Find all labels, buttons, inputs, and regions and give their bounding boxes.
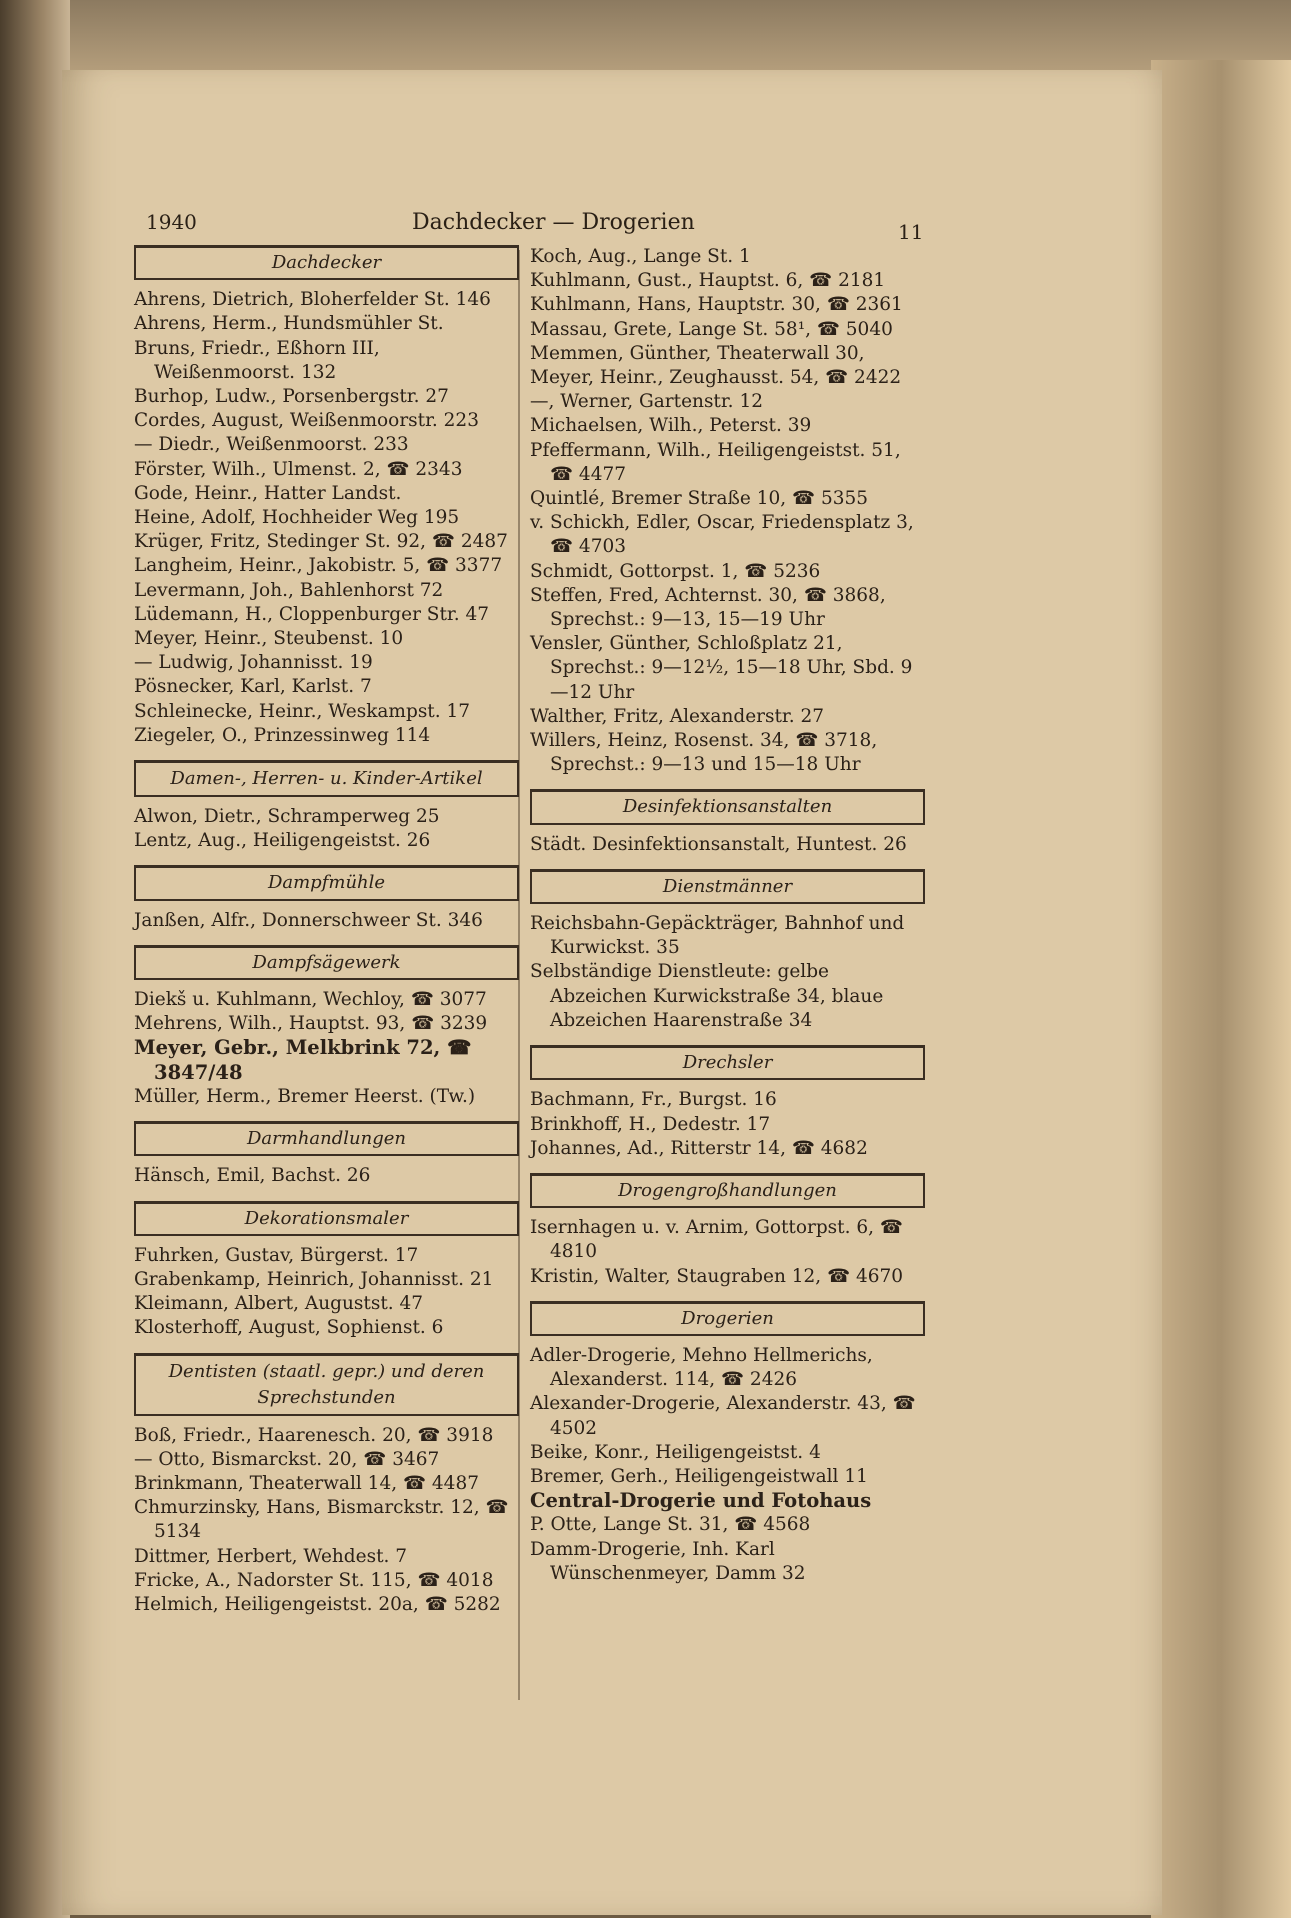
directory-entry: Pösnecker, Karl, Karlst. 7 (134, 676, 372, 698)
directory-entry: Lüdemann, H., Cloppenburger Str. 47 (134, 603, 490, 625)
directory-entry: Quintlé, Bremer Straße 10, ☎ 5355 (530, 488, 869, 510)
directory-entry: Bruns, Friedr., Eßhorn III, Weißenmoorst. 132 (134, 337, 380, 383)
directory-entry: Boß, Friedr., Haarenesch. 20, ☎ 3918 (134, 1424, 494, 1446)
directory-entry: Gode, Heinr., Hatter Landst. (134, 482, 402, 504)
directory-entry: Bachmann, Fr., Burgst. 16 (530, 1089, 777, 1111)
directory-entry: Alwon, Dietr., Schramperweg 25 (134, 806, 440, 828)
directory-entry: Chmurzinsky, Hans, Bismarckstr. 12, ☎ 5134 (134, 1497, 509, 1543)
directory-entry: Janßen, Alfr., Donnerschweer St. 346 (134, 909, 483, 931)
directory-entry: Schmidt, Gottorpst. 1, ☎ 5236 (530, 560, 821, 582)
directory-entry: Lentz, Aug., Heiligengeistst. 26 (134, 830, 431, 852)
directory-entry: Schleinecke, Heinr., Weskampst. 17 (134, 700, 471, 722)
directory-entry: Michaelsen, Wilh., Peterst. 39 (530, 415, 812, 437)
directory-entry: Johannes, Ad., Ritterstr 14, ☎ 4682 (530, 1137, 868, 1159)
directory-entry: Walther, Fritz, Alexanderstr. 27 (530, 705, 825, 727)
directory-entry: Massau, Grete, Lange St. 58¹, ☎ 5040 (530, 318, 893, 340)
directory-entry: Dittmer, Herbert, Wehdest. 7 (134, 1545, 408, 1567)
directory-entry: Willers, Heinz, Rosenst. 34, ☎ 3718, Sprechst.: 9—13 und 15—18 Uhr (530, 730, 878, 776)
section-heading: Dentisten (staatl. gepr.) und deren Sprechstunden (134, 1353, 519, 1416)
directory-entry: Isernhagen u. v. Arnim, Gottorpst. 6, ☎ 4810 (530, 1217, 903, 1263)
directory-entry: Hänsch, Emil, Bachst. 26 (134, 1165, 371, 1187)
directory-entry: Meyer, Gebr., Melkbrink 72, ☎ 3847/48 (134, 1036, 472, 1084)
section-heading: Dampfsägewerk (134, 945, 519, 980)
book-right-edge (1151, 60, 1291, 1918)
directory-entry: Müller, Herm., Bremer Heerst. (Tw.) (134, 1085, 476, 1107)
directory-entry: v. Schickh, Edler, Oscar, Friedensplatz 3, ☎ 4703 (530, 512, 914, 558)
right-column (530, 245, 925, 1586)
directory-entry: Kleimann, Albert, Augustst. 47 (134, 1293, 424, 1315)
directory-entry: Heine, Adolf, Hochheider Weg 195 (134, 507, 460, 529)
directory-entry: Meyer, Heinr., Zeughausst. 54, ☎ 2422 (530, 367, 902, 389)
directory-entry: Kuhlmann, Gust., Hauptst. 6, ☎ 2181 (530, 270, 886, 292)
directory-entry: Ahrens, Herm., Hundsmühler St. (134, 313, 444, 335)
directory-entry: Grabenkamp, Heinrich, Johannisst. 21 (134, 1268, 494, 1290)
directory-entry: Pfeffermann, Wilh., Heiligengeistst. 51, ☎ 4477 (530, 439, 901, 485)
section-heading: Desinfektionsanstalten (530, 789, 925, 824)
directory-entry: Ziegeler, O., Prinzessinweg 114 (134, 724, 431, 746)
header-year: 1940 (146, 210, 197, 234)
directory-entry: Damm-Drogerie, Inh. Karl Wünschenmeyer, Damm 32 (530, 1538, 806, 1584)
section-heading: Damen-, Herren- u. Kinder-Artikel (134, 760, 519, 797)
directory-entry: Brinkmann, Theaterwall 14, ☎ 4487 (134, 1472, 479, 1494)
section-heading: Drogerien (530, 1301, 925, 1336)
directory-entry: Mehrens, Wilh., Hauptst. 93, ☎ 3239 (134, 1013, 488, 1035)
book-top-edge (70, 0, 1291, 80)
header-title: Dachdecker — Drogerien (412, 210, 695, 235)
directory-entry: Klosterhoff, August, Sophienst. 6 (134, 1317, 444, 1339)
directory-entry: Adler-Drogerie, Mehno Hellmerichs, Alexanderst. 114, ☎ 2426 (530, 1344, 873, 1391)
directory-entry: Fricke, A., Nadorster St. 115, ☎ 4018 (134, 1569, 494, 1591)
directory-entry: Beike, Konr., Heiligengeistst. 4 (530, 1441, 821, 1463)
section-heading: Dienstmänner (530, 869, 925, 904)
directory-entry: Steffen, Fred, Achternst. 30, ☎ 3868, Sprechst.: 9—13, 15—19 Uhr (530, 584, 886, 631)
directory-entry: Alexander-Drogerie, Alexanderstr. 43, ☎ 4502 (530, 1393, 916, 1439)
directory-entry: Central-Drogerie und Fotohaus (530, 1489, 872, 1513)
section-heading: Drechsler (530, 1045, 925, 1080)
directory-entry: Levermann, Joh., Bahlenhorst 72 (134, 579, 444, 601)
directory-entry: Koch, Aug., Lange St. 1 (530, 246, 751, 267)
directory-entry: Kuhlmann, Hans, Hauptstr. 30, ☎ 2361 (530, 294, 903, 316)
directory-entry: Kristin, Walter, Staugraben 12, ☎ 4670 (530, 1265, 904, 1287)
directory-entry: Cordes, August, Weißenmoorstr. 223 (134, 410, 479, 432)
left-column (134, 245, 519, 1617)
section-heading: Darmhandlungen (134, 1121, 519, 1156)
directory-entry: Diekš u. Kuhlmann, Wechloy, ☎ 3077 (134, 989, 487, 1011)
directory-entry: Burhop, Ludw., Porsenbergstr. 27 (134, 386, 449, 408)
directory-entry: — Ludwig, Johannisst. 19 (134, 652, 373, 674)
directory-entry: Städt. Desinfektionsanstalt, Huntest. 26 (530, 833, 907, 855)
directory-entry: — Diedr., Weißenmoorst. 233 (134, 434, 409, 456)
directory-entry: — Otto, Bismarckst. 20, ☎ 3467 (134, 1448, 440, 1470)
section-heading: Drogengroßhandlungen (530, 1173, 925, 1208)
directory-entry: Bremer, Gerh., Heiligengeistwall 11 (530, 1465, 868, 1487)
directory-entry: Vensler, Günther, Schloßplatz 21, Sprechst.: 9—12½, 15—18 Uhr, Sbd. 9—12 Uhr (530, 633, 913, 703)
page-header (0, 210, 1291, 244)
directory-entry: Memmen, Günther, Theaterwall 30, (530, 342, 865, 364)
directory-entry: Selbständige Dienstleute: gelbe Abzeichen Kurwickstraße 34, blaue Abzeichen Haarenstraße 34 (530, 961, 884, 1031)
directory-entry: Meyer, Heinr., Steubenst. 10 (134, 628, 404, 650)
directory-entry: Reichsbahn-Gepäckträger, Bahnhof und Kurwickst. 35 (530, 913, 905, 959)
section-heading: Dekorationsmaler (134, 1201, 519, 1236)
directory-entry: Helmich, Heiligengeistst. 20a, ☎ 5282 (134, 1593, 501, 1615)
directory-entry: P. Otte, Lange St. 31, ☎ 4568 (530, 1514, 811, 1536)
directory-entry: Brinkhoff, H., Dedestr. 17 (530, 1113, 771, 1135)
page-number: 11 (898, 220, 924, 244)
directory-entry: Fuhrken, Gustav, Bürgerst. 17 (134, 1244, 419, 1266)
book-spine (0, 0, 70, 1918)
directory-entry: Krüger, Fritz, Stedinger St. 92, ☎ 2487 (134, 531, 508, 553)
directory-entry: Langheim, Heinr., Jakobistr. 5, ☎ 3377 (134, 555, 503, 577)
section-heading: Dachdecker (134, 245, 519, 280)
section-heading: Dampfmühle (134, 865, 519, 900)
directory-entry: —, Werner, Gartenstr. 12 (530, 391, 763, 413)
directory-entry: Ahrens, Dietrich, Bloherfelder St. 146 (134, 289, 491, 311)
directory-entry: Förster, Wilh., Ulmenst. 2, ☎ 2343 (134, 458, 463, 480)
